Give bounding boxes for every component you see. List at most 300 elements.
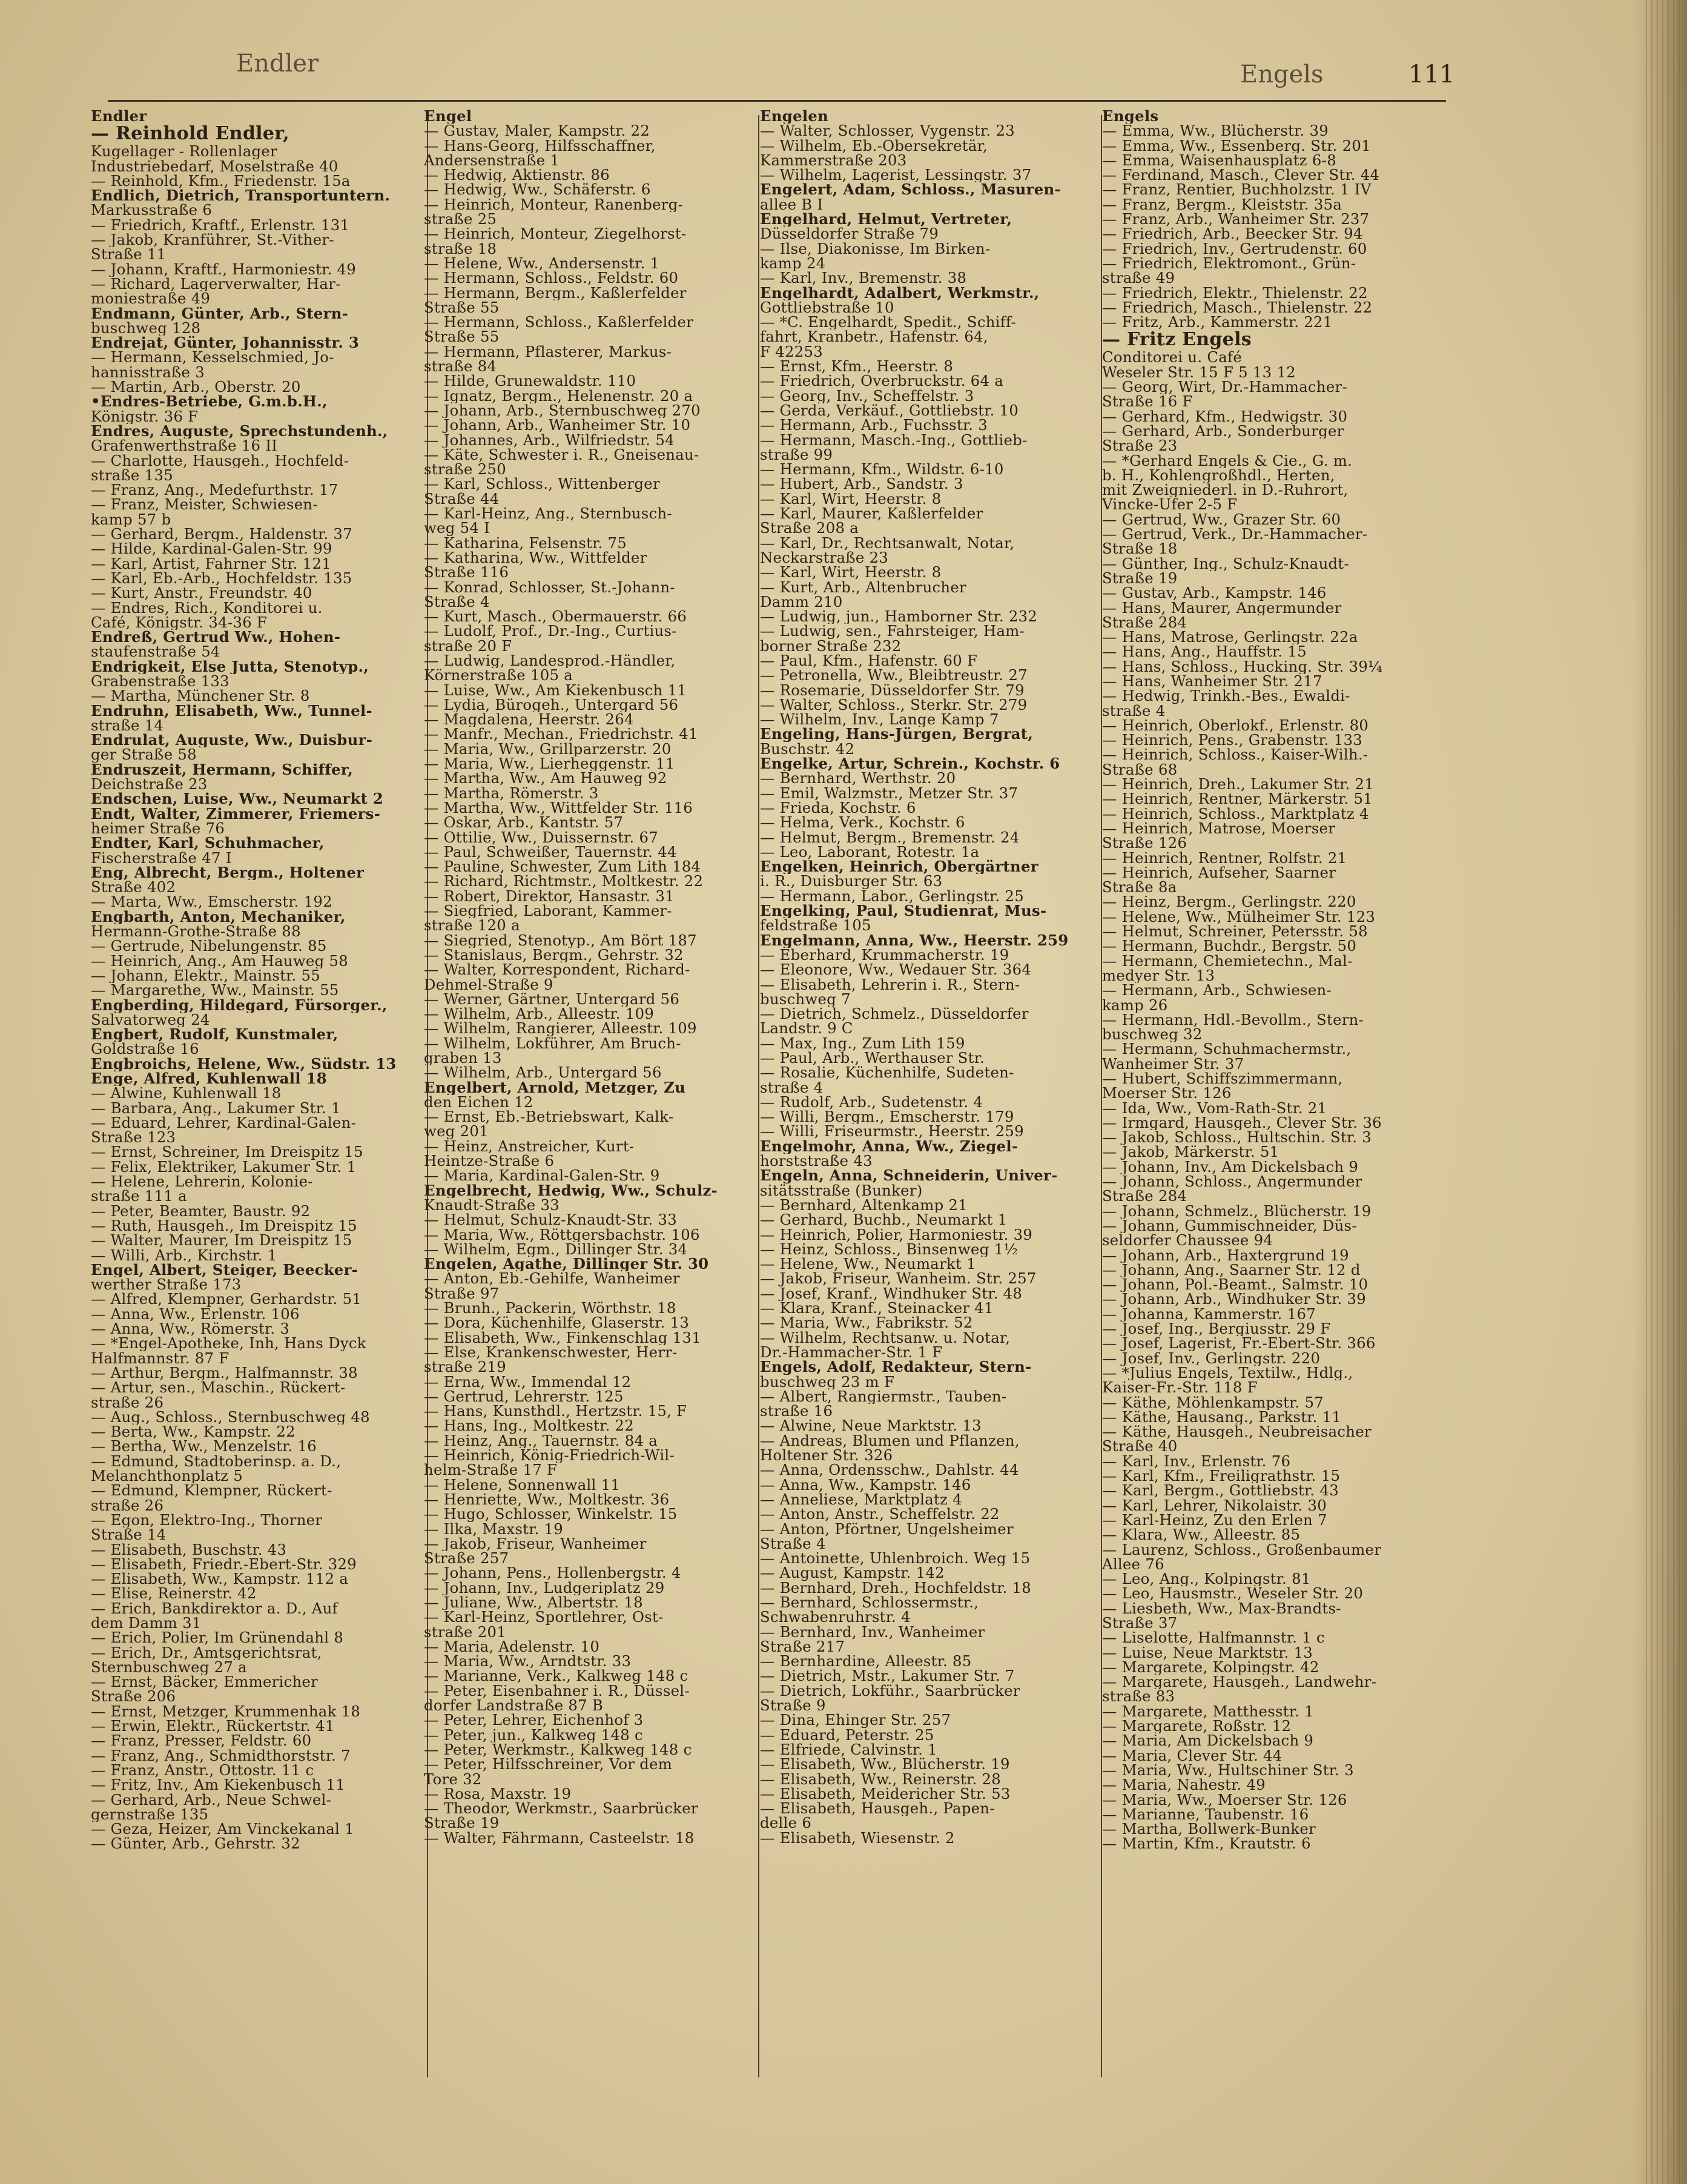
entry-line: borner Straße 232 xyxy=(760,638,902,654)
entry-heading: Engelert, Adam, Schloss., Masuren- xyxy=(760,182,1061,197)
entry-line: Straße 217 xyxy=(760,1639,845,1655)
entry-line: — Marta, Ww., Emscherstr. 192 xyxy=(91,895,332,910)
entry-line: — Karl, Inv., Erlenstr. 76 xyxy=(1102,1454,1291,1469)
entry-heading: Engelen xyxy=(760,109,829,124)
entry-line: — Arthur, Bergm., Halfmannstr. 38 xyxy=(91,1365,358,1381)
directory-column-2 xyxy=(424,109,763,1845)
entry-line: — Oskar, Arb., Kantstr. 57 xyxy=(424,815,624,830)
entry-line: — Elisabeth, Hausgeh., Papen- xyxy=(760,1801,995,1816)
entry-line: — Karl, Wirt, Heerstr. 8 xyxy=(760,565,942,580)
entry-line: hannisstraße 3 xyxy=(91,365,205,380)
entry-line: straße 18 xyxy=(424,241,497,256)
entry-line: Straße 126 xyxy=(1102,836,1187,851)
entry-line: Goldstraße 16 xyxy=(91,1042,199,1057)
entry-line: Straße 18 xyxy=(1102,541,1178,557)
entry-line: Straße 9 xyxy=(760,1698,826,1713)
entry-line: Halfmannstr. 87 F xyxy=(91,1351,229,1366)
entry-line: — Johann, Pol.-Beamt., Salmstr. 10 xyxy=(1102,1277,1368,1292)
entry-line: — Johann, Arb., Windhuker Str. 39 xyxy=(1102,1292,1367,1307)
entry-heading: Engberding, Hildegard, Fürsorger., xyxy=(91,998,388,1013)
entry-line: Hermann-Grothe-Straße 88 xyxy=(91,924,301,939)
entry-line: — Martin, Arb., Oberstr. 20 xyxy=(91,380,301,395)
entry-line: — Kurt, Arb., Altenbrucher xyxy=(760,580,966,595)
entry-line: — Anna, Ww., Kampstr. 146 xyxy=(760,1477,971,1492)
entry-line: straße 84 xyxy=(424,359,497,374)
entry-line: — Bernhard, Schlossermstr., xyxy=(760,1595,979,1610)
entry-line: — Gerhard, Kfm., Hedwigstr. 30 xyxy=(1102,409,1348,424)
entry-heading: Engbroichs, Helene, Ww., Südstr. 13 xyxy=(91,1056,397,1071)
entry-line: — Emma, Waisenhausplatz 6-8 xyxy=(1102,153,1336,168)
entry-line: — Franz, Bergm., Kleiststr. 35a xyxy=(1102,197,1342,213)
entry-line: — Paul, Arb., Werthauser Str. xyxy=(760,1051,985,1066)
running-header-left: Endler xyxy=(236,50,319,78)
entry-line: b. H., Kohlengroßhdl., Herten, xyxy=(1102,468,1335,483)
entry-line: — Heinrich, Schloss., Kaiser-Wilh.- xyxy=(1102,747,1368,763)
entry-heading: Endreß, Gertrud Ww., Hohen- xyxy=(91,630,341,645)
entry-line: — Artur, sen., Maschin., Rückert- xyxy=(91,1380,346,1395)
entry-line: — Dina, Ehinger Str. 257 xyxy=(760,1713,951,1728)
entry-line: — Antoinette, Uhlenbroich. Weg 15 xyxy=(760,1551,1031,1566)
entry-line: — Gustav, Maler, Kampstr. 22 xyxy=(424,124,650,139)
entry-line: Schwabenruhrstr. 4 xyxy=(760,1610,911,1625)
entry-line: — Karl, Maurer, Kaßlerfelder xyxy=(760,506,983,521)
entry-line: — Bernhardine, Alleestr. 85 xyxy=(760,1654,972,1669)
entry-line: Knaudt-Straße 33 xyxy=(424,1197,560,1213)
entry-line: — Hedwig, Aktienstr. 86 xyxy=(424,168,610,183)
entry-line: — Fritz, Arb., Kammerstr. 221 xyxy=(1102,315,1333,330)
entry-line: — Elfriede, Calvinstr. 1 xyxy=(760,1742,937,1758)
entry-line: — Johann, Ang., Saarner Str. 12 d xyxy=(1102,1262,1361,1278)
entry-line: — Rosa, Maxstr. 19 xyxy=(424,1786,572,1802)
entry-line: — Leo, Ang., Kolpingstr. 81 xyxy=(1102,1572,1311,1587)
entry-line: — Johann, Kraftf., Harmoniestr. 49 xyxy=(91,262,357,277)
entry-line: straße 83 xyxy=(1102,1689,1175,1704)
entry-line: — Wilhelm, Rangierer, Alleestr. 109 xyxy=(424,1021,697,1036)
entry-line: Straße 16 F xyxy=(1102,394,1193,409)
entry-line: — Heinrich, Rentner, Rolfstr. 21 xyxy=(1102,850,1347,865)
entry-line: — Walter, Fährmann, Casteelstr. 18 xyxy=(424,1830,695,1846)
entry-line: — Heinz, Bergm., Gerlingstr. 220 xyxy=(1102,895,1356,910)
entry-line: — Ilse, Diakonisse, Im Birken- xyxy=(760,241,991,256)
entry-line: — Alwine, Neue Marktstr. 13 xyxy=(760,1418,982,1434)
entry-line: — Johannes, Arb., Wilfriedstr. 54 xyxy=(424,432,675,448)
entry-heading: Endrigkeit, Else Jutta, Stenotyp., xyxy=(91,659,369,674)
entry-line: — Peter, Hilfsschreiner, Vor dem xyxy=(424,1757,673,1772)
entry-line: — Liselotte, Halfmannstr. 1 c xyxy=(1102,1630,1325,1646)
entry-line: — Jakob, Schloss., Hultschin. Str. 3 xyxy=(1102,1130,1372,1145)
entry-line: — Elisabeth, Buschstr. 43 xyxy=(91,1542,287,1557)
entry-line: — Wilhelm, Lagerist, Lessingstr. 37 xyxy=(760,168,1032,183)
entry-line: straße 4 xyxy=(1102,703,1166,718)
entry-line: — Juliane, Ww., Albertstr. 18 xyxy=(424,1595,643,1610)
entry-line: feldstraße 105 xyxy=(760,918,871,933)
page-edge-leaves xyxy=(1646,0,1682,2184)
entry-heading: Endler xyxy=(91,109,147,124)
entry-line: — Willi, Friseurmstr., Heerstr. 259 xyxy=(760,1124,1024,1139)
entry-line: Heintze-Straße 6 xyxy=(424,1154,555,1169)
entry-line: straße 219 xyxy=(424,1360,507,1375)
entry-line: — Elisabeth, Friedr.-Ebert-Str. 329 xyxy=(91,1557,357,1572)
entry-line: — Elisabeth, Ww., Reinerstr. 28 xyxy=(760,1772,1002,1787)
entry-line: buschweg 128 xyxy=(91,320,201,336)
entry-line: — Walter, Korrespondent, Richard- xyxy=(424,962,690,978)
entry-line: — Friedrich, Inv., Gertrudenstr. 60 xyxy=(1102,241,1367,256)
entry-line: — Franz, Presser, Feldstr. 60 xyxy=(91,1733,312,1749)
entry-line: — Hedwig, Ww., Schäferstr. 6 xyxy=(424,182,651,197)
entry-line: — Erna, Ww., Immendal 12 xyxy=(424,1374,632,1389)
entry-line: Landstr. 9 C xyxy=(760,1021,853,1036)
entry-line: buschweg 23 m F xyxy=(760,1374,895,1389)
entry-line: — Hans, Ang., Hauffstr. 15 xyxy=(1102,644,1307,660)
entry-line: Straße 116 xyxy=(424,565,509,580)
entry-line: — Elisabeth, Ww., Blücherstr. 19 xyxy=(760,1757,1010,1772)
entry-line: — Günther, Ing., Schulz-Knaudt- xyxy=(1102,556,1349,571)
entry-line: Andersenstraße 1 xyxy=(424,153,560,168)
entry-line: Salvatorweg 24 xyxy=(91,1012,210,1028)
entry-line: — Laurenz, Schloss., Großenbaumer xyxy=(1102,1542,1382,1557)
entry-line: — Karl, Schloss., Wittenberger xyxy=(424,477,660,492)
entry-line: — Wilhelm, Arb., Untergard 56 xyxy=(424,1065,662,1080)
entry-line: Straße 8a xyxy=(1102,880,1177,895)
entry-line: — Hubert, Arb., Sandstr. 3 xyxy=(760,477,963,492)
entry-line: — Maria, Ww., Fabrikstr. 52 xyxy=(760,1315,973,1331)
entry-line: Deichstraße 23 xyxy=(91,777,208,792)
entry-line: Düsseldorfer Straße 79 xyxy=(760,227,939,242)
entry-line: — Helene, Ww., Andersenstr. 1 xyxy=(424,256,660,271)
entry-line: straße 49 xyxy=(1102,271,1175,286)
entry-line: — Stanislaus, Bergm., Gehrstr. 32 xyxy=(424,947,684,963)
entry-line: — Ida, Ww., Vom-Rath-Str. 21 xyxy=(1102,1100,1327,1116)
entry-heading: Endruszeit, Hermann, Schiffer, xyxy=(91,762,353,778)
entry-line: — Bernhard, Altenkamp 21 xyxy=(760,1197,968,1213)
entry-line: buschweg 7 xyxy=(760,991,851,1007)
entry-line: Straße 37 xyxy=(1102,1615,1178,1631)
entry-line: Straße 284 xyxy=(1102,615,1187,630)
entry-line: — Luise, Neue Marktstr. 13 xyxy=(1102,1645,1313,1660)
entry-line: — Hans, Wanheimer Str. 217 xyxy=(1102,673,1322,689)
entry-line: — Walter, Maurer, Im Dreispitz 15 xyxy=(91,1233,352,1248)
entry-line: — Hermann, Schuhmachermstr., xyxy=(1102,1042,1352,1057)
entry-line: — *Engel-Apotheke, Inh, Hans Dyck xyxy=(91,1336,366,1351)
entry-line: — Andreas, Blumen und Pflanzen, xyxy=(760,1433,1020,1449)
entry-line: — Karl, Dr., Rechtsanwalt, Notar, xyxy=(760,535,1015,551)
entry-line: — Hugo, Schlosser, Winkelstr. 15 xyxy=(424,1507,678,1522)
entry-line: — Klara, Kranf., Steinacker 41 xyxy=(760,1301,994,1316)
entry-line: — Johann, Arb., Haxtergrund 19 xyxy=(1102,1248,1349,1263)
entry-line: — Walter, Schloss., Sterkr. Str. 279 xyxy=(760,697,1028,713)
entry-line: — Martha, Ww., Am Hauweg 92 xyxy=(424,771,667,786)
entry-line: — Hans, Schloss., Hucking. Str. 39¼ xyxy=(1102,659,1383,674)
entry-line: — Heinrich, Rentner, Märkerstr. 51 xyxy=(1102,792,1373,807)
entry-heading: Engelke, Artur, Schrein., Kochstr. 6 xyxy=(760,756,1060,772)
entry-line: — Margarethe, Ww., Mainstr. 55 xyxy=(91,983,339,998)
entry-line: — Willi, Arb., Kirchstr. 1 xyxy=(91,1248,277,1263)
entry-line: — Josef, Ing., Bergiusstr. 29 F xyxy=(1102,1322,1331,1337)
entry-line: — Helene, Lehrerin, Kolonie- xyxy=(91,1174,313,1190)
entry-line: Königstr. 36 F xyxy=(91,409,199,424)
entry-line: dorfer Landstraße 87 B xyxy=(424,1698,604,1713)
entry-heading: Engelking, Paul, Studienrat, Mus- xyxy=(760,904,1047,919)
entry-line: — Maria, Clever Str. 44 xyxy=(1102,1748,1283,1763)
entry-line: — Heinz, Anstreicher, Kurt- xyxy=(424,1139,635,1154)
entry-line: — Hermann, Hdl.-Bevollm., Stern- xyxy=(1102,1012,1364,1028)
entry-line: — Hermann, Chemietechn., Mal- xyxy=(1102,953,1353,968)
entry-line: — Johann, Schloss., Angermunder xyxy=(1102,1174,1362,1190)
entry-line: — Marianne, Verk., Kalkweg 148 c xyxy=(424,1669,688,1684)
entry-heading: Enge, Alfred, Kuhlenwall 18 xyxy=(91,1071,328,1087)
entry-line: — Hermann, Buchdr., Bergstr. 50 xyxy=(1102,939,1357,954)
entry-line: straße 201 xyxy=(424,1624,507,1640)
entry-line: — Josef, Kranf., Windhuker Str. 48 xyxy=(760,1286,1023,1302)
entry-line: Dehmel-Straße 9 xyxy=(424,977,553,992)
entry-line: — Petronella, Ww., Bleibtreustr. 27 xyxy=(760,668,1028,683)
entry-line: — Katharina, Ww., Wittfelder xyxy=(424,550,647,566)
entry-heading: •Endres-Betriebe, G.m.b.H., xyxy=(91,394,328,409)
entry-line: Wanheimer Str. 37 xyxy=(1102,1056,1244,1071)
entry-line: — Johanna, Kammerstr. 167 xyxy=(1102,1306,1316,1322)
entry-line: — Margarete, Hausgeh., Landwehr- xyxy=(1102,1675,1377,1690)
entry-line: — Heinrich, Schloss., Marktplatz 4 xyxy=(1102,806,1369,821)
entry-line: — Ilka, Maxstr. 19 xyxy=(424,1521,564,1537)
entry-line: — Henriette, Ww., Moltkestr. 36 xyxy=(424,1492,670,1507)
entry-line: Weseler Str. 15 F 5 13 12 xyxy=(1102,365,1296,380)
entry-line: Moerser Str. 126 xyxy=(1102,1086,1232,1101)
entry-line: — Friedrich, Elektromont., Grün- xyxy=(1102,256,1356,271)
entry-line: — Elisabeth, Meidericher Str. 53 xyxy=(760,1786,1011,1802)
entry-line: — Luise, Ww., Am Kiekenbusch 11 xyxy=(424,683,687,698)
entry-line: — Karl-Heinz, Zu den Erlen 7 xyxy=(1102,1512,1327,1528)
entry-line: — Charlotte, Hausgeh., Hochfeld- xyxy=(91,453,349,468)
entry-line: — Heinrich, Matrose, Moerser xyxy=(1102,821,1336,836)
directory-column-1 xyxy=(91,109,430,1851)
entry-line: Grabenstraße 133 xyxy=(91,673,229,689)
entry-line: — Eleonore, Ww., Wedauer Str. 364 xyxy=(760,962,1032,978)
entry-line: — Hans-Georg, Hilfsschaffner, xyxy=(424,138,656,153)
entry-line: — *C. Engelhardt, Spedit., Schiff- xyxy=(760,315,1016,330)
entry-line: straße 16 xyxy=(760,1404,833,1419)
entry-heading: Endrulat, Auguste, Ww., Duisbur- xyxy=(91,733,373,748)
entry-line: — Peter, Beamter, Baustr. 92 xyxy=(91,1203,311,1219)
entry-heading: Eng, Albrecht, Bergm., Holtener xyxy=(91,865,365,881)
entry-line: — Karl, Inv., Bremenstr. 38 xyxy=(760,271,967,286)
entry-line: medyer Str. 13 xyxy=(1102,968,1215,984)
entry-line: straße 14 xyxy=(91,718,164,733)
entry-line: — Karl, Kfm., Freiligrathstr. 15 xyxy=(1102,1469,1341,1484)
entry-line: — Wilhelm, Eb.-Obersekretär, xyxy=(760,138,988,153)
entry-line: — Liesbeth, Ww., Max-Brandts- xyxy=(1102,1601,1341,1616)
entry-line: — Hubert, Schiffszimmermann, xyxy=(1102,1071,1343,1087)
entry-line: — Eduard, Lehrer, Kardinal-Galen- xyxy=(91,1115,357,1131)
entry-line: Melanchthonplatz 5 xyxy=(91,1469,243,1484)
entry-line: — Dietrich, Lokführ., Saarbrücker xyxy=(760,1683,1020,1699)
entry-line: — Martin, Kfm., Krautstr. 6 xyxy=(1102,1836,1311,1851)
entry-line: — Franz, Ang., Schmidthorststr. 7 xyxy=(91,1748,351,1763)
entry-line: Conditorei u. Café xyxy=(1102,350,1243,365)
entry-line: Straße 55 xyxy=(424,300,500,316)
entry-line: weg 54 I xyxy=(424,521,490,536)
entry-line: — Felix, Elektriker, Lakumer Str. 1 xyxy=(91,1159,357,1175)
entry-line: — Karl, Artist, Fahrner Str. 121 xyxy=(91,556,331,571)
entry-line: Straße 402 xyxy=(91,880,176,895)
entry-line: — Emil, Walzmstr., Metzer Str. 37 xyxy=(760,786,1018,801)
entry-line: — Ludwig, jun., Hamborner Str. 232 xyxy=(760,609,1038,624)
entry-line: Straße 14 xyxy=(91,1527,167,1543)
entry-line: — Anna, Ww., Römerstr. 3 xyxy=(91,1322,290,1337)
entry-line: — Hermann, Kfm., Wildstr. 6-10 xyxy=(760,462,1004,477)
entry-line: — Käte, Schwester i. R., Gneisenau- xyxy=(424,447,699,463)
entry-heading: Endmann, Günter, Arb., Stern- xyxy=(91,306,349,321)
running-header-right: Engels xyxy=(1240,61,1324,88)
entry-line: Straße 40 xyxy=(1102,1439,1178,1454)
entry-line: — Paul, Schweißer, Tauernstr. 44 xyxy=(424,844,677,860)
entry-line: — Ernst, Kfm., Heerstr. 8 xyxy=(760,359,954,374)
entry-line: — Konrad, Schlosser, St.-Johann- xyxy=(424,580,675,595)
entry-line: — Johann, Elektr., Mainstr. 55 xyxy=(91,968,321,984)
entry-line: — Rudolf, Arb., Sudetenstr. 4 xyxy=(760,1094,983,1110)
entry-line: Straße 284 xyxy=(1102,1189,1187,1204)
entry-heading: Engelmohr, Anna, Ww., Ziegel- xyxy=(760,1139,1018,1154)
entry-line: staufenstraße 54 xyxy=(91,644,220,660)
entry-line: — Ernst, Metzger, Krummenhak 18 xyxy=(91,1704,361,1719)
entry-line: — Günter, Arb., Gehrstr. 32 xyxy=(91,1836,300,1851)
entry-line: — Helene, Ww., Mülheimer Str. 123 xyxy=(1102,909,1376,925)
entry-line: — Maria, Kardinal-Galen-Str. 9 xyxy=(424,1168,660,1183)
entry-line: — Geza, Heizer, Am Vinckekanal 1 xyxy=(91,1822,354,1837)
entry-line: — Jakob, Friseur, Wanheimer xyxy=(424,1536,647,1552)
entry-line: — Pauline, Schwester, Zum Lith 184 xyxy=(424,859,701,875)
entry-line: — Lydia, Bürogeh., Untergard 56 xyxy=(424,697,679,713)
entry-line: gernstraße 135 xyxy=(91,1807,209,1822)
entry-line: Straße 4 xyxy=(760,1536,826,1552)
entry-line: — Erich, Bankdirektor a. D., Auf xyxy=(91,1601,338,1616)
entry-line: — Hermann, Arb., Schwiesen- xyxy=(1102,983,1332,998)
entry-heading: Engeling, Hans-Jürgen, Bergrat, xyxy=(760,727,1034,742)
entry-line: — Heinrich, Oberlokf., Erlenstr. 80 xyxy=(1102,718,1369,733)
entry-line: — Gertrud, Lehrerstr. 125 xyxy=(424,1389,624,1405)
entry-line: — Ottilie, Ww., Duissernstr. 67 xyxy=(424,830,658,845)
entry-line: — Eduard, Peterstr. 25 xyxy=(760,1727,934,1742)
entry-line: — Ernst, Schreiner, Im Dreispitz 15 xyxy=(91,1145,363,1160)
entry-line: — Martha, Römerstr. 3 xyxy=(424,786,599,801)
entry-line: Holtener Str. 326 xyxy=(760,1448,893,1463)
entry-heading: — Reinhold Endler, xyxy=(91,124,289,145)
entry-line: — Elise, Reinerstr. 42 xyxy=(91,1586,257,1601)
entry-line: — Wilhelm, Lokführer, Am Bruch- xyxy=(424,1036,681,1051)
entry-line: Tore 32 xyxy=(424,1772,482,1787)
entry-line: — Georg, Inv., Scheffelstr. 3 xyxy=(760,388,974,403)
entry-line: — Emma, Ww., Blücherstr. 39 xyxy=(1102,124,1329,139)
entry-line: Straße 19 xyxy=(1102,571,1178,586)
entry-line: — Edmund, Klempner, Rückert- xyxy=(91,1483,332,1498)
entry-line: — Helmut, Bergm., Bremenstr. 24 xyxy=(760,830,1020,845)
entry-line: — Josef, Inv., Gerlingstr. 220 xyxy=(1102,1351,1321,1366)
entry-line: — Hans, Maurer, Angermunder xyxy=(1102,600,1342,615)
entry-line: — Brunh., Packerin, Wörthstr. 18 xyxy=(424,1301,676,1316)
entry-line: — Wilhelm, Egm., Dillinger Str. 34 xyxy=(424,1242,688,1257)
entry-line: — Karl, Eb.-Arb., Hochfeldstr. 135 xyxy=(91,571,352,586)
entry-line: — Maria, Ww., Grillparzerstr. 20 xyxy=(424,741,672,757)
entry-line: — Franz, Meister, Schwiesen- xyxy=(91,497,318,512)
entry-line: — Heinrich, Monteur, Ziegelhorst- xyxy=(424,227,687,242)
entry-line: — Jakob, Märkerstr. 51 xyxy=(1102,1145,1279,1160)
entry-line: den Eichen 12 xyxy=(424,1094,533,1110)
entry-heading: Engelken, Heinrich, Obergärtner xyxy=(760,859,1038,875)
entry-heading: Endres, Auguste, Sprechstundenh., xyxy=(91,423,388,439)
entry-line: — Käthe, Hausang., Parkstr. 11 xyxy=(1102,1409,1342,1425)
entry-line: — Siegried, Stenotyp., Am Bört 187 xyxy=(424,933,697,948)
entry-line: — Hermann, Schloss., Feldstr. 60 xyxy=(424,271,679,286)
entry-line: Buschstr. 42 xyxy=(760,741,855,757)
entry-line: — Helene, Ww., Neumarkt 1 xyxy=(760,1257,976,1272)
entry-line: — Margarete, Matthesstr. 1 xyxy=(1102,1704,1314,1719)
entry-line: — Karl-Heinz, Sportlehrer, Ost- xyxy=(424,1610,664,1625)
entry-line: — Franz, Rentier, Buchholzstr. 1 IV xyxy=(1102,182,1372,197)
entry-line: Sternbuschweg 27 a xyxy=(91,1660,247,1675)
entry-line: moniestraße 49 xyxy=(91,291,211,306)
entry-line: — Albert, Rangiermstr., Tauben- xyxy=(760,1389,1007,1405)
entry-line: allee B I xyxy=(760,197,824,213)
entry-line: delle 6 xyxy=(760,1816,812,1831)
entry-line: — Alfred, Klempner, Gerhardstr. 51 xyxy=(91,1292,362,1307)
entry-line: — Maria, Ww., Lierheggenstr. 11 xyxy=(424,756,675,772)
entry-line: — Kurt, Anstr., Freundstr. 40 xyxy=(91,586,312,601)
entry-line: — Emma, Ww., Essenberg. Str. 201 xyxy=(1102,138,1371,153)
entry-line: — Maria, Ww., Hultschiner Str. 3 xyxy=(1102,1762,1354,1778)
entry-line: straße 25 xyxy=(424,212,497,227)
entry-line: — Karl, Lehrer, Nikolaistr. 30 xyxy=(1102,1498,1327,1513)
entry-heading: Engels, Adolf, Redakteur, Stern- xyxy=(760,1360,1032,1375)
entry-line: — Franz, Anstr., Ottostr. 11 c xyxy=(91,1762,314,1778)
entry-line: — Helmut, Schreiner, Petersstr. 58 xyxy=(1102,924,1368,939)
entry-line: — Heinrich, Aufseher, Saarner xyxy=(1102,865,1336,881)
entry-line: — Ludwig, sen., Fahrsteiger, Ham- xyxy=(760,624,1025,639)
entry-line: Straße 208 a xyxy=(760,521,859,536)
entry-line: — Gerhard, Arb., Sonderburger xyxy=(1102,423,1344,439)
entry-heading: Engelmann, Anna, Ww., Heerstr. 259 xyxy=(760,933,1069,948)
entry-line: — Robert, Direktor, Hansastr. 31 xyxy=(424,888,675,904)
entry-line: — Richard, Richtmstr., Moltkestr. 22 xyxy=(424,874,704,889)
entry-line: — *Julius Engels, Textilw., Hdlg., xyxy=(1102,1365,1353,1381)
entry-line: — Walter, Schlosser, Vygenstr. 23 xyxy=(760,124,1015,139)
entry-line: — Gerhard, Bergm., Haldenstr. 37 xyxy=(91,527,352,542)
entry-line: kamp 26 xyxy=(1102,998,1168,1013)
entry-line: Straße 68 xyxy=(1102,762,1178,778)
entry-line: — Heinrich, Pens., Grabenstr. 133 xyxy=(1102,733,1363,748)
entry-line: Fischerstraße 47 I xyxy=(91,850,232,865)
entry-line: straße 250 xyxy=(424,462,507,477)
entry-line: — Heinrich, Dreh., Lakumer Str. 21 xyxy=(1102,777,1375,792)
entry-line: — Ernst, Bäcker, Emmericher xyxy=(91,1675,319,1690)
entry-line: — Anna, Ordensschw., Dahlstr. 44 xyxy=(760,1463,1019,1478)
entry-line: — Anton, Anstr., Scheffelstr. 22 xyxy=(760,1507,1000,1522)
entry-line: — Gerhard, Buchb., Neumarkt 1 xyxy=(760,1213,1008,1228)
entry-line: — Peter, Eisenbahner i. R., Düssel- xyxy=(424,1683,690,1699)
entry-line: Straße 123 xyxy=(91,1130,176,1145)
entry-line: Markusstraße 6 xyxy=(91,203,213,218)
entry-line: Allee 76 xyxy=(1102,1557,1164,1572)
entry-line: — Hilde, Kardinal-Galen-Str. 99 xyxy=(91,541,332,557)
entry-line: — Hans, Kunsthdl., Hertzstr. 15, F xyxy=(424,1404,687,1419)
entry-line: — Anton, Pförtner, Ungelsheimer xyxy=(760,1521,1014,1537)
entry-line: — Heinrich, König-Friedrich-Wil- xyxy=(424,1448,675,1463)
entry-line: — Jakob, Friseur, Wanheim. Str. 257 xyxy=(760,1271,1037,1286)
entry-line: — Käthe, Hausgeh., Neubreisacher xyxy=(1102,1425,1372,1440)
entry-line: — Anna, Ww., Erlenstr. 106 xyxy=(91,1306,300,1322)
entry-line: — Johann, Inv., Ludgeriplatz 29 xyxy=(424,1580,665,1595)
entry-line: — Hans, Matrose, Gerlingstr. 22a xyxy=(1102,630,1358,645)
entry-line: — Maria, Am Dickelsbach 9 xyxy=(1102,1733,1314,1749)
entry-line: — Peter, jun., Kalkweg 148 c xyxy=(424,1727,643,1742)
